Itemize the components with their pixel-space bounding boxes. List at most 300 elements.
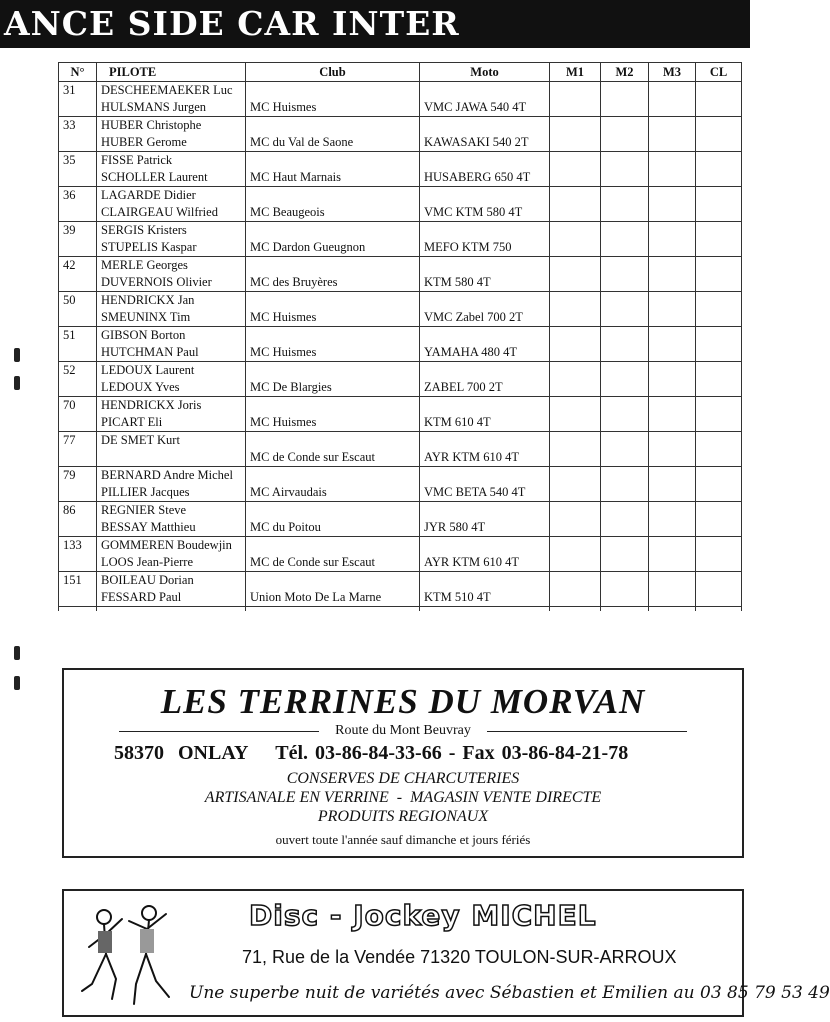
m3-cell [649,467,696,484]
club-name: Union Moto De La Marne [246,588,420,607]
entry-number-cont [59,98,97,117]
m3-cell [649,308,696,327]
entry-number-cont [59,273,97,292]
entry-number-cont [59,203,97,222]
moto-cell [420,292,550,309]
tail-cell [420,607,550,612]
m1-cell [550,133,601,152]
passenger-name: CLAIRGEAU Wilfried [97,203,246,222]
m2-cell [601,117,649,134]
moto-cell [420,572,550,589]
table-row [59,467,742,484]
m3-cell [649,572,696,589]
club-name: MC Huismes [246,343,420,362]
m3-cell [649,203,696,222]
cl-cell [696,413,742,432]
moto-cell [420,502,550,519]
passenger-name: HULSMANS Jurgen [97,98,246,117]
passenger-name: PILLIER Jacques [97,483,246,502]
table-row-second-line [59,378,742,397]
club-cell [246,572,420,589]
table-row-second-line [59,308,742,327]
moto-cell [420,467,550,484]
cl-cell [696,82,742,99]
table-row-second-line [59,98,742,117]
pilot-name: BOILEAU Dorian [97,572,246,589]
moto-name: KAWASAKI 540 2T [420,133,550,152]
moto-name: VMC KTM 580 4T [420,203,550,222]
table-row [59,152,742,169]
m3-cell [649,588,696,607]
m2-cell [601,572,649,589]
m1-cell [550,117,601,134]
m2-cell [601,308,649,327]
table-row [59,397,742,414]
table-row [59,222,742,239]
moto-name: AYR KTM 610 4T [420,553,550,572]
cl-cell [696,362,742,379]
m3-cell [649,343,696,362]
table-row [59,327,742,344]
table-row [59,292,742,309]
moto-name: VMC BETA 540 4T [420,483,550,502]
club-cell [246,257,420,274]
pilot-name: HENDRICKX Joris [97,397,246,414]
m1-cell [550,257,601,274]
m1-cell [550,572,601,589]
m2-cell [601,588,649,607]
entry-number-cont [59,133,97,152]
entry-number-cont [59,483,97,502]
club-cell [246,432,420,449]
cl-cell [696,432,742,449]
table-header-row [59,63,742,82]
m2-cell [601,448,649,467]
m1-cell [550,327,601,344]
cl-cell [696,553,742,572]
header-cl: CL [696,63,742,82]
moto-cell [420,152,550,169]
tail-cell [601,607,649,612]
m1-cell [550,588,601,607]
passenger-name: DUVERNOIS Olivier [97,273,246,292]
cl-cell [696,588,742,607]
passenger-name: HUTCHMAN Paul [97,343,246,362]
cl-cell [696,98,742,117]
m3-cell [649,187,696,204]
m2-cell [601,187,649,204]
header-m3: M3 [649,63,696,82]
club-name: MC Huismes [246,308,420,327]
m1-cell [550,238,601,257]
m3-cell [649,82,696,99]
club-cell [246,327,420,344]
ad-terrines-title: LES TERRINES DU MORVAN [160,682,646,721]
table-row [59,537,742,554]
table-row-second-line [59,273,742,292]
binder-hole-mark [14,646,20,660]
club-name: MC de Conde sur Escaut [246,448,420,467]
cl-cell [696,203,742,222]
m3-cell [649,362,696,379]
entry-number: 133 [59,537,97,554]
header-num: N° [59,63,97,82]
moto-name: KTM 510 4T [420,588,550,607]
cl-cell [696,292,742,309]
entry-number: 42 [59,257,97,274]
m2-cell [601,502,649,519]
club-cell [246,537,420,554]
entry-number-cont [59,343,97,362]
m1-cell [550,537,601,554]
entry-number: 35 [59,152,97,169]
m3-cell [649,327,696,344]
moto-cell [420,537,550,554]
moto-name: VMC JAWA 540 4T [420,98,550,117]
passenger-name: LOOS Jean-Pierre [97,553,246,572]
entries-table [58,62,742,611]
cl-cell [696,572,742,589]
cl-cell [696,187,742,204]
m2-cell [601,432,649,449]
club-name: MC Huismes [246,98,420,117]
m3-cell [649,483,696,502]
moto-cell [420,117,550,134]
header-m2: M2 [601,63,649,82]
moto-cell [420,257,550,274]
moto-cell [420,187,550,204]
m2-cell [601,413,649,432]
m2-cell [601,133,649,152]
ad-terrines-line2: ARTISANALE EN VERRINE - MAGASIN VENTE DIRECTE [204,789,602,806]
table-row [59,187,742,204]
m2-cell [601,273,649,292]
m1-cell [550,308,601,327]
cl-cell [696,483,742,502]
club-name: MC du Poitou [246,518,420,537]
club-cell [246,362,420,379]
m2-cell [601,467,649,484]
m2-cell [601,152,649,169]
m2-cell [601,362,649,379]
m3-cell [649,397,696,414]
club-name: MC Airvaudais [246,483,420,502]
moto-name: ZABEL 700 2T [420,378,550,397]
m1-cell [550,222,601,239]
cl-cell [696,502,742,519]
passenger-name: HUBER Gerome [97,133,246,152]
entry-number-cont [59,308,97,327]
cl-cell [696,238,742,257]
m1-cell [550,187,601,204]
m3-cell [649,238,696,257]
club-cell [246,82,420,99]
tail-cell [246,607,420,612]
pilot-name: SERGIS Kristers [97,222,246,239]
pilot-name: GOMMEREN Boudewjin [97,537,246,554]
entry-number-cont [59,448,97,467]
moto-name: MEFO KTM 750 [420,238,550,257]
entry-number-cont [59,553,97,572]
ad-terrines-route: Route du Mont Beuvray [114,723,692,739]
moto-cell [420,432,550,449]
table-row [59,572,742,589]
cl-cell [696,467,742,484]
m1-cell [550,203,601,222]
m1-cell [550,413,601,432]
tail-cell [649,607,696,612]
club-cell [246,467,420,484]
club-cell [246,152,420,169]
entry-number-cont [59,378,97,397]
cl-cell [696,327,742,344]
club-name: MC Beaugeois [246,203,420,222]
moto-cell [420,82,550,99]
m2-cell [601,518,649,537]
club-name: MC du Val de Saone [246,133,420,152]
cl-cell [696,537,742,554]
m2-cell [601,378,649,397]
table-row-second-line [59,343,742,362]
pilot-name: FISSE Patrick [97,152,246,169]
cl-cell [696,257,742,274]
pilot-name: HENDRICKX Jan [97,292,246,309]
cl-cell [696,133,742,152]
ad-terrines-line3: PRODUITS REGIONAUX [317,808,489,825]
table-row-second-line [59,483,742,502]
entry-number: 31 [59,82,97,99]
moto-cell [420,222,550,239]
pilot-name: GIBSON Borton [97,327,246,344]
entry-number-cont [59,413,97,432]
m1-cell [550,98,601,117]
m3-cell [649,537,696,554]
m3-cell [649,152,696,169]
entry-number: 70 [59,397,97,414]
pilot-name: LEDOUX Laurent [97,362,246,379]
m1-cell [550,273,601,292]
pilot-name: REGNIER Steve [97,502,246,519]
tail-cell [696,607,742,612]
m3-cell [649,133,696,152]
m3-cell [649,98,696,117]
m3-cell [649,117,696,134]
m2-cell [601,238,649,257]
table-row-second-line [59,588,742,607]
cl-cell [696,222,742,239]
table-row-second-line [59,133,742,152]
header-m1: M1 [550,63,601,82]
m2-cell [601,537,649,554]
pilot-name: DE SMET Kurt [97,432,246,449]
m2-cell [601,257,649,274]
moto-cell [420,327,550,344]
ad-disc-tagline: Une superbe nuit de variétés avec Sébastien et Emilien au 03 85 79 53 49 [189,983,830,1003]
cl-cell [696,308,742,327]
entry-number: 50 [59,292,97,309]
pilot-name: DESCHEEMAEKER Luc [97,82,246,99]
m1-cell [550,448,601,467]
moto-cell [420,362,550,379]
m2-cell [601,203,649,222]
pilot-name: HUBER Christophe [97,117,246,134]
m3-cell [649,518,696,537]
moto-cell [420,397,550,414]
moto-name: VMC Zabel 700 2T [420,308,550,327]
m2-cell [601,327,649,344]
moto-name: JYR 580 4T [420,518,550,537]
m1-cell [550,432,601,449]
passenger-name: PICART Eli [97,413,246,432]
m1-cell [550,343,601,362]
passenger-name: BESSAY Matthieu [97,518,246,537]
passenger-name: LEDOUX Yves [97,378,246,397]
passenger-name: SCHOLLER Laurent [97,168,246,187]
passenger-name [97,448,246,467]
table-row-second-line [59,518,742,537]
entry-number-cont [59,168,97,187]
m2-cell [601,82,649,99]
m2-cell [601,292,649,309]
moto-name: KTM 580 4T [420,273,550,292]
entry-number: 77 [59,432,97,449]
club-cell [246,502,420,519]
entry-number: 151 [59,572,97,589]
club-cell [246,187,420,204]
passenger-name: FESSARD Paul [97,588,246,607]
entry-number: 33 [59,117,97,134]
m3-cell [649,292,696,309]
table-row [59,432,742,449]
m3-cell [649,502,696,519]
entry-number-cont [59,238,97,257]
ad-terrines-contact: 58370 ONLAY Tél. 03-86-84-33-66 - Fax 03-86-84-21-78 [114,742,629,764]
m1-cell [550,553,601,572]
passenger-name: SMEUNINX Tim [97,308,246,327]
table-row-second-line [59,203,742,222]
cl-cell [696,448,742,467]
club-cell [246,292,420,309]
table-tail-row [59,607,742,612]
m3-cell [649,553,696,572]
m1-cell [550,502,601,519]
m1-cell [550,292,601,309]
m2-cell [601,343,649,362]
table-row-second-line [59,553,742,572]
cl-cell [696,273,742,292]
pilot-name: MERLE Georges [97,257,246,274]
entry-number: 79 [59,467,97,484]
table-row [59,117,742,134]
club-name: MC Haut Marnais [246,168,420,187]
moto-name: KTM 610 4T [420,413,550,432]
table-row-second-line [59,448,742,467]
entry-number: 52 [59,362,97,379]
table-row [59,82,742,99]
ad-terrines-line1: CONSERVES DE CHARCUTERIES [286,770,520,787]
m2-cell [601,553,649,572]
club-name: MC Dardon Gueugnon [246,238,420,257]
cl-cell [696,168,742,187]
m3-cell [649,378,696,397]
table-row-second-line [59,168,742,187]
tail-cell [550,607,601,612]
entry-number: 39 [59,222,97,239]
m2-cell [601,98,649,117]
tail-cell [59,607,97,612]
binder-hole-mark [14,676,20,690]
table-row-second-line [59,238,742,257]
pilot-name: LAGARDE Didier [97,187,246,204]
table-row [59,257,742,274]
m3-cell [649,222,696,239]
cl-cell [696,518,742,537]
passenger-name: STUPELIS Kaspar [97,238,246,257]
cl-cell [696,343,742,362]
m3-cell [649,432,696,449]
binder-hole-mark [14,348,20,362]
ad-disc-address: 71, Rue de la Vendée 71320 TOULON-SUR-ARROUX [242,947,677,967]
header-banner [0,0,750,48]
entry-number: 51 [59,327,97,344]
club-cell [246,222,420,239]
ad-disc-jockey [62,889,830,1017]
dancers-illustration [74,899,184,1011]
m1-cell [550,483,601,502]
moto-name: HUSABERG 650 4T [420,168,550,187]
moto-name: YAMAHA 480 4T [420,343,550,362]
m1-cell [550,397,601,414]
ad-terrines-du-morvan [62,668,744,858]
m2-cell [601,483,649,502]
binder-hole-mark [14,376,20,390]
ad-disc-title: Disc - Jockey MICHEL [249,899,597,932]
header-pilote: PILOTE [97,63,246,82]
moto-name: AYR KTM 610 4T [420,448,550,467]
club-cell [246,117,420,134]
club-cell [246,397,420,414]
m1-cell [550,82,601,99]
m2-cell [601,222,649,239]
m2-cell [601,397,649,414]
header-moto: Moto [420,63,550,82]
ad-terrines-hours: ouvert toute l'année sauf dimanche et jours fériés [275,832,531,847]
club-name: MC Huismes [246,413,420,432]
table-body [59,82,742,612]
m1-cell [550,378,601,397]
m1-cell [550,168,601,187]
m1-cell [550,518,601,537]
m3-cell [649,168,696,187]
cl-cell [696,152,742,169]
table-row [59,362,742,379]
m3-cell [649,257,696,274]
banner-title: ANCE SIDE CAR INTER [4,4,460,43]
m1-cell [550,362,601,379]
table-row [59,502,742,519]
pilot-name: BERNARD Andre Michel [97,467,246,484]
m1-cell [550,152,601,169]
m2-cell [601,168,649,187]
entry-number-cont [59,518,97,537]
cl-cell [696,397,742,414]
entry-number-cont [59,588,97,607]
cl-cell [696,378,742,397]
club-name: MC de Conde sur Escaut [246,553,420,572]
cl-cell [696,117,742,134]
entry-number: 86 [59,502,97,519]
club-name: MC De Blargies [246,378,420,397]
